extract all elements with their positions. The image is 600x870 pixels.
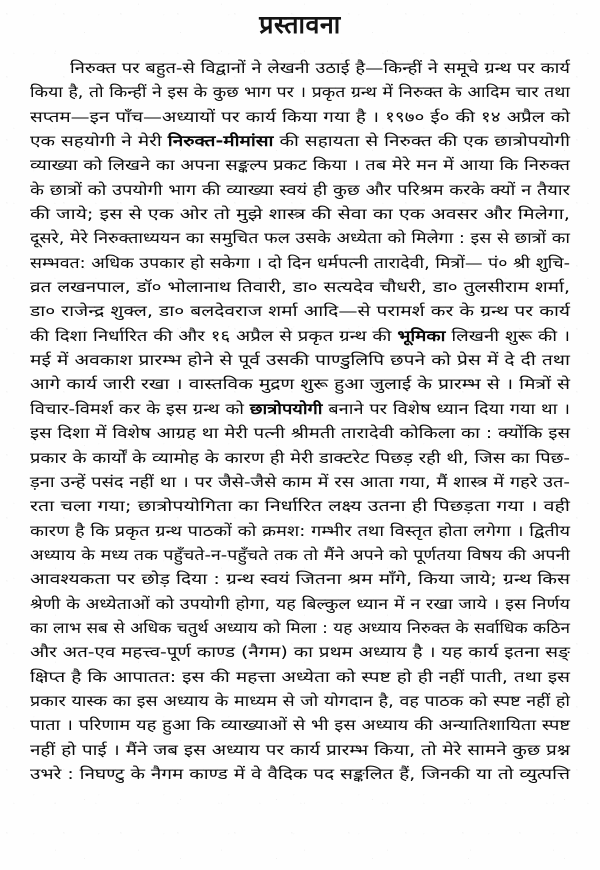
text-line-content: डा० राजेन्द्र शुक्ल, डा० बलदेवराज शर्मा आदि—से परामर्श कर के ग्रन्थ पर कार्य	[30, 302, 571, 321]
text-line-content: उभरे : निघण्टु के नैगम काण्ड में वे वैदिक पद सङ्कलित हैं, जिनकी या तो व्युत्पत्ति	[30, 764, 571, 783]
text-line-content: कारण है कि प्रकृत ग्रन्थ पाठकों को क्रमश: गम्भीर तथा विस्तृत होता लगेगा । द्वितीय	[30, 521, 571, 540]
text-line-content: क्षिप्त है कि आपातत: इस की महत्ता अध्येता को स्पष्ट हो ही नहीं पाती, तथा इस	[30, 667, 571, 686]
text-line-content: की जाये; इस से एक ओर तो मुझे शास्त्र की सेवा का एक अवसर और मिलेगा,	[30, 205, 570, 224]
text-line	[30, 226, 570, 250]
text-line-content: व्रत लखनपाल, डॉ० भोलानाथ तिवारी, डा० सत्यदेव चौधरी, डा० तुलसीराम शर्मा,	[30, 278, 571, 297]
text-line-content: आगे कार्य जारी रखा । वास्तविक मुद्रण शुरू हुआ जुलाई के प्रारम्भ से । मित्रों से	[30, 375, 571, 394]
text-line	[30, 178, 570, 202]
text-line-content: विचार-विमर्श कर के इस ग्रन्थ को छात्रोपयोगी बनाने पर विशेष ध्यान दिया गया था ।	[30, 399, 570, 418]
text-line	[30, 275, 570, 299]
text-line	[30, 689, 570, 713]
text-line	[30, 299, 570, 323]
text-line-content: नहीं हो पाई । मैंने जब इस अध्याय पर कार्य प्रारम्भ किया, तो मेरे सामने कुछ प्रश्न	[30, 740, 571, 759]
text-line	[30, 56, 570, 80]
text-line	[30, 738, 570, 762]
text-line-content: मई में अवकाश प्रारम्भ होने से पूर्व उसकी पाण्डुलिपि छपने को प्रेस में दे दी तथा	[30, 351, 570, 370]
text-line-content: किया है, तो किन्हीं ने इस के कुछ भाग पर । प्रकृत ग्रन्थ में निरुक्त के आदिम चार तथा	[30, 83, 570, 102]
text-line-content: प्रकार के कार्यों के व्यामोह के कारण ही मेरी डाक्टरेट पिछड़ रही थी, जिस का पिछ-	[30, 448, 570, 467]
text-line	[30, 372, 570, 396]
text-line	[30, 713, 570, 737]
text-line-content: की दिशा निर्धारित की और १६ अप्रैल से प्रकृत ग्रन्थ की भूमिका लिखनी शुरू की ।	[30, 326, 571, 345]
text-line-content: ड़ना उन्हें पसंद नहीं था । पर जैसे-जैसे काम में रस आता गया, मैं शास्त्र में गहरे उत-	[30, 472, 571, 491]
text-line-content: पाता । परिणाम यह हुआ कि व्याख्याओं से भी इस अध्याय की अन्यातिशायिता स्पष्ट	[30, 716, 571, 735]
text-line-content: और अत-एव महत्त्व-पूर्ण काण्ड (नैगम) का प्रथम अध्याय है । यह कार्य इतना सङ्	[30, 643, 571, 662]
text-line-content: सम्भवत: अधिक उपकार हो सकेगा । दो दिन धर्मपत्नी ताराद‍ेवी, मित्रों— पं० श्री शुचि-	[30, 253, 571, 272]
text-line	[30, 446, 570, 470]
text-line	[30, 421, 570, 445]
text-line	[30, 494, 570, 518]
text-line	[30, 665, 570, 689]
text-line	[30, 640, 570, 664]
text-line	[30, 762, 570, 786]
text-line-content: श्रेणी के अध्येताओं को उपयोगी होगा, यह बिल्कुल ध्यान में न रखा जाये । इस निर्णय	[30, 594, 570, 613]
text-line	[30, 202, 570, 226]
body-text-block	[30, 56, 570, 786]
text-line-content: आवश्यकता पर छोड़ दिया : ग्रन्थ स्वयं जितना श्रम माँगे, किया जाये; ग्रन्थ किस	[30, 570, 571, 589]
text-line	[30, 470, 570, 494]
text-line	[30, 519, 570, 543]
text-line-content: का लाभ सब से अधिक चतुर्थ अध्याय को मिला : यह अध्याय निरुक्त के सर्वाधिक कठिन	[30, 618, 571, 637]
text-line-content: के छात्रों को उपयोगी भाग की व्याख्या स्वयं ही कुछ और परिश्रम करके क्यों न तैयार	[30, 180, 570, 199]
text-line	[30, 251, 570, 275]
text-line	[30, 543, 570, 567]
text-line	[30, 153, 570, 177]
text-line-content: दूसरे, मेरे निरुक्ताध्ययन का समुचित फल उसके अध्येता को मिलेगा : इस से छात्रों का	[30, 229, 571, 248]
text-line-content: रता चला गया; छात्रोपयोगिता का निर्धारित लक्ष्य उतना ही पिछड़ता गया । वही	[30, 497, 570, 516]
text-line-content: अध्याय के मध्य तक पहुँचते-न-पहुँचते तक तो मैंने अपने को पूर्णतया विषय की अपनी	[30, 545, 571, 564]
text-line	[30, 397, 570, 421]
text-line	[30, 348, 570, 372]
text-line-content: प्रकार यास्क का इस अध्याय के माध्यम से जो योगदान है, वह पाठक को स्पष्ट नहीं हो	[30, 691, 570, 710]
text-line	[30, 129, 570, 153]
text-line-content: व्याख्या को लिखने का अपना सङ्कल्प प्रकट किया । तब मेरे मन में आया कि निरुक्त	[30, 156, 570, 175]
text-line	[30, 592, 570, 616]
text-line	[30, 616, 570, 640]
text-line-content: निरुक्त पर बहुत-से विद्वानों ने लेखनी उठाई है—किन्हीं ने समूचे ग्रन्थ पर कार्य	[70, 59, 571, 77]
text-line	[30, 105, 570, 129]
text-line-content: एक सहयोगी ने मेरी निरुक्त-मीमांसा की सहायता से निरुक्त की एक छात्रोपयोगी	[30, 132, 570, 151]
text-line	[30, 567, 570, 591]
text-line	[30, 324, 570, 348]
text-line	[30, 80, 570, 104]
text-line-content: सप्तम—इन पाँच—अध्यायों पर कार्य किया गया है । १९७० ई० की १४ अप्रैल को	[30, 107, 571, 126]
page-title: प्रस्तावना	[259, 10, 341, 39]
text-line-content: इस दिशा में विशेष आग्रह था मेरी पत्नी श्रीमती ताराद‍ेवी कोकिला का : क्योंकि इस	[30, 424, 570, 443]
